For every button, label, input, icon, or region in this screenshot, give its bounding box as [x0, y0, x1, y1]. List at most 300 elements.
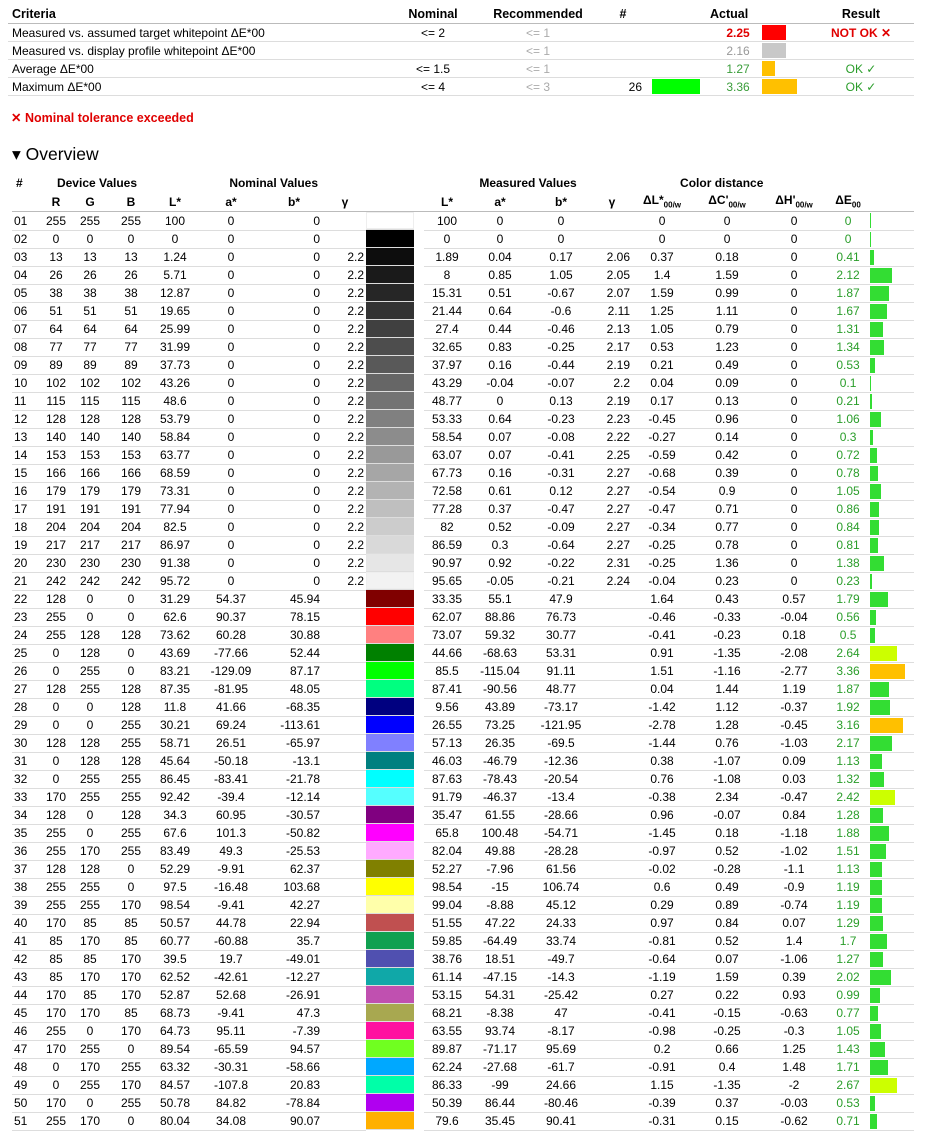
patch-index: 12	[12, 410, 42, 428]
delta-l: -0.41	[632, 626, 692, 644]
delta-e: 1.28	[826, 806, 870, 824]
delta-e-bar	[870, 446, 914, 464]
measured-a: 0.64	[470, 410, 530, 428]
delta-e-bar	[870, 248, 914, 266]
nominal-a: 0	[198, 428, 264, 446]
patch-index: 50	[12, 1094, 42, 1112]
measured-l: 35.47	[424, 806, 470, 824]
measured-l: 27.4	[424, 320, 470, 338]
device-b: 85	[110, 1004, 152, 1022]
measured-a: 100.48	[470, 824, 530, 842]
nominal-b: -68.35	[264, 698, 324, 716]
nominal-gamma: 2.2	[324, 392, 366, 410]
color-swatch	[366, 716, 414, 734]
color-swatch	[366, 770, 414, 788]
color-swatch	[366, 446, 414, 464]
device-b: 0	[110, 878, 152, 896]
patch-index: 19	[12, 536, 42, 554]
nominal-a: 0	[198, 500, 264, 518]
device-r: 128	[42, 410, 70, 428]
delta-e: 1.92	[826, 698, 870, 716]
nominal-a: -107.8	[198, 1076, 264, 1094]
nominal-gamma: 2.2	[324, 338, 366, 356]
delta-h: -0.47	[762, 788, 826, 806]
delta-l: -0.45	[632, 410, 692, 428]
nominal-gamma: 2.2	[324, 428, 366, 446]
delta-c: 1.36	[692, 554, 762, 572]
device-b: 217	[110, 536, 152, 554]
color-swatch	[366, 1076, 414, 1094]
delta-c: -1.35	[692, 1076, 762, 1094]
nominal-l: 83.49	[152, 842, 198, 860]
color-swatch	[366, 320, 414, 338]
delta-l: 1.25	[632, 302, 692, 320]
device-r: 191	[42, 500, 70, 518]
device-r: 255	[42, 1022, 70, 1040]
measured-b: 33.74	[530, 932, 592, 950]
nominal-b: 0	[264, 284, 324, 302]
measured-a: 43.89	[470, 698, 530, 716]
patch-index: 07	[12, 320, 42, 338]
device-g: 255	[70, 788, 110, 806]
criteria-header: Criteria	[8, 5, 388, 24]
delta-e: 0.53	[826, 356, 870, 374]
r-header: R	[42, 192, 70, 212]
delta-h: 0	[762, 212, 826, 231]
delta-e: 0.86	[826, 500, 870, 518]
device-b: 51	[110, 302, 152, 320]
delta-l: -0.98	[632, 1022, 692, 1040]
measured-gamma	[592, 986, 632, 1004]
overview-toggle[interactable]: ▾ Overview	[12, 144, 99, 164]
delta-c: 0.22	[692, 986, 762, 1004]
nominal-b: 0	[264, 410, 324, 428]
measured-gamma	[592, 1022, 632, 1040]
delta-c: -0.23	[692, 626, 762, 644]
delta-c: 0.14	[692, 428, 762, 446]
nominal-a: -9.41	[198, 1004, 264, 1022]
device-g: 0	[70, 806, 110, 824]
measured-l: 95.65	[424, 572, 470, 590]
nominal-l: 12.87	[152, 284, 198, 302]
delta-e: 1.38	[826, 554, 870, 572]
measured-b-header: b*	[530, 192, 592, 212]
delta-c: -0.07	[692, 806, 762, 824]
device-g: 0	[70, 608, 110, 626]
measured-gamma: 2.27	[592, 536, 632, 554]
measured-gamma	[592, 626, 632, 644]
device-b: 170	[110, 950, 152, 968]
nominal-a: 34.08	[198, 1112, 264, 1130]
index-header: #	[16, 175, 23, 190]
delta-e-header: $\Delta E_{00}$	[826, 192, 870, 212]
nominal-b: 45.94	[264, 590, 324, 608]
delta-l: -0.64	[632, 950, 692, 968]
criteria-nominal	[388, 42, 478, 60]
table-row	[12, 878, 914, 896]
device-b: 0	[110, 1040, 152, 1058]
delta-h: 1.19	[762, 680, 826, 698]
device-r: 170	[42, 1040, 70, 1058]
patch-index: 11	[12, 392, 42, 410]
measured-gamma	[592, 788, 632, 806]
measured-gamma	[592, 230, 632, 248]
nominal-a: -16.48	[198, 878, 264, 896]
nominal-a: 69.24	[198, 716, 264, 734]
table-row	[12, 968, 914, 986]
color-swatch	[366, 1040, 414, 1058]
delta-l: -2.78	[632, 716, 692, 734]
measured-b: -0.44	[530, 356, 592, 374]
measured-l: 82	[424, 518, 470, 536]
device-g: 0	[70, 716, 110, 734]
device-r: 128	[42, 590, 70, 608]
nominal-l: 11.8	[152, 698, 198, 716]
delta-l: -1.45	[632, 824, 692, 842]
delta-e: 1.87	[826, 284, 870, 302]
nominal-gamma	[324, 680, 366, 698]
table-row	[12, 842, 914, 860]
color-swatch	[366, 302, 414, 320]
measured-a: -71.17	[470, 1040, 530, 1058]
measured-gamma	[592, 1094, 632, 1112]
nominal-b: 35.7	[264, 932, 324, 950]
measured-gamma	[592, 1058, 632, 1076]
measured-a: -90.56	[470, 680, 530, 698]
measured-a: 0.07	[470, 428, 530, 446]
nominal-a: 0	[198, 554, 264, 572]
device-g: 128	[70, 734, 110, 752]
measured-b: -61.7	[530, 1058, 592, 1076]
measured-gamma	[592, 590, 632, 608]
nominal-a: 95.11	[198, 1022, 264, 1040]
color-swatch	[366, 536, 414, 554]
nominal-a: 0	[198, 248, 264, 266]
criteria-count-swatch	[648, 60, 718, 78]
device-g: 255	[70, 662, 110, 680]
result-header: Result	[808, 5, 914, 24]
nominal-b: 30.88	[264, 626, 324, 644]
delta-c: 0.49	[692, 878, 762, 896]
measured-b: 24.33	[530, 914, 592, 932]
nominal-b: 0	[264, 518, 324, 536]
device-g: 170	[70, 842, 110, 860]
measured-b: -49.7	[530, 950, 592, 968]
device-r: 102	[42, 374, 70, 392]
delta-e-bar	[870, 932, 914, 950]
delta-c: 0	[692, 212, 762, 231]
delta-e-bar	[870, 1112, 914, 1130]
device-r: 255	[42, 842, 70, 860]
device-r: 77	[42, 338, 70, 356]
delta-h: 0	[762, 338, 826, 356]
nominal-a: -9.41	[198, 896, 264, 914]
nominal-l: 31.29	[152, 590, 198, 608]
measured-a: 0.92	[470, 554, 530, 572]
device-b: 170	[110, 986, 152, 1004]
nominal-b: 0	[264, 338, 324, 356]
patch-index: 15	[12, 464, 42, 482]
device-r: 51	[42, 302, 70, 320]
device-g: 170	[70, 1058, 110, 1076]
device-b: 170	[110, 968, 152, 986]
delta-e-bar	[870, 1076, 914, 1094]
delta-c: -0.25	[692, 1022, 762, 1040]
delta-e-bar	[870, 986, 914, 1004]
nominal-gamma: 2.2	[324, 356, 366, 374]
nominal-gamma	[324, 770, 366, 788]
delta-e-bar	[870, 896, 914, 914]
delta-h: 0.18	[762, 626, 826, 644]
measured-gamma	[592, 914, 632, 932]
delta-l: 0.04	[632, 680, 692, 698]
criteria-recommended: <= 3	[478, 78, 598, 96]
delta-h: 0.07	[762, 914, 826, 932]
delta-h: -0.63	[762, 1004, 826, 1022]
delta-e: 0.84	[826, 518, 870, 536]
table-row	[12, 1004, 914, 1022]
delta-e-bar	[870, 1022, 914, 1040]
delta-e-bar	[870, 482, 914, 500]
nominal-l: 60.77	[152, 932, 198, 950]
delta-l: -0.59	[632, 446, 692, 464]
table-row	[12, 284, 914, 302]
nominal-b: 22.94	[264, 914, 324, 932]
delta-l: 1.51	[632, 662, 692, 680]
measured-gamma: 2.19	[592, 392, 632, 410]
delta-e: 2.02	[826, 968, 870, 986]
nominal-a: 0	[198, 338, 264, 356]
measured-l: 48.77	[424, 392, 470, 410]
delta-c: 0.66	[692, 1040, 762, 1058]
delta-e-bar	[870, 374, 914, 392]
nominal-b: -30.57	[264, 806, 324, 824]
table-row	[12, 1112, 914, 1130]
delta-l: 0.96	[632, 806, 692, 824]
table-row	[12, 554, 914, 572]
delta-h: -0.74	[762, 896, 826, 914]
delta-h: -0.45	[762, 716, 826, 734]
measured-gamma	[592, 734, 632, 752]
device-b: 0	[110, 608, 152, 626]
delta-e: 1.19	[826, 896, 870, 914]
nominal-gamma: 2.2	[324, 320, 366, 338]
g-header: G	[70, 192, 110, 212]
criteria-count-swatch	[648, 78, 718, 96]
delta-l: 1.05	[632, 320, 692, 338]
nominal-a: 0	[198, 284, 264, 302]
tolerance-message: ✕ Nominal tolerance exceeded	[11, 111, 194, 125]
measured-b: -80.46	[530, 1094, 592, 1112]
device-values-header: Device Values	[56, 175, 138, 190]
nominal-l: 87.35	[152, 680, 198, 698]
measured-gamma	[592, 968, 632, 986]
color-swatch	[366, 680, 414, 698]
nominal-l: 48.6	[152, 392, 198, 410]
delta-c: -0.33	[692, 608, 762, 626]
delta-e-bar	[870, 626, 914, 644]
measured-l: 72.58	[424, 482, 470, 500]
device-b: 0	[110, 662, 152, 680]
criteria-count: 26	[598, 78, 648, 96]
nominal-a: -65.59	[198, 1040, 264, 1058]
delta-e: 1.43	[826, 1040, 870, 1058]
nominal-l: 86.97	[152, 536, 198, 554]
patch-index: 39	[12, 896, 42, 914]
nominal-gamma	[324, 698, 366, 716]
nominal-a: 41.66	[198, 698, 264, 716]
table-row	[12, 824, 914, 842]
nominal-b: -12.27	[264, 968, 324, 986]
table-row	[12, 464, 914, 482]
device-r: 38	[42, 284, 70, 302]
measured-l: 99.04	[424, 896, 470, 914]
measured-a: 0	[470, 212, 530, 231]
measured-a: -0.05	[470, 572, 530, 590]
delta-c: -1.35	[692, 644, 762, 662]
criteria-table	[8, 5, 914, 96]
nominal-b: 0	[264, 500, 324, 518]
device-g: 0	[70, 590, 110, 608]
measured-gamma	[592, 878, 632, 896]
delta-e-bar	[870, 1004, 914, 1022]
delta-l: 0.38	[632, 752, 692, 770]
delta-e: 0.56	[826, 608, 870, 626]
measured-a: 86.44	[470, 1094, 530, 1112]
measured-l: 62.24	[424, 1058, 470, 1076]
delta-e-bar	[870, 410, 914, 428]
delta-e: 0.23	[826, 572, 870, 590]
measured-l: 73.07	[424, 626, 470, 644]
nominal-l: 92.42	[152, 788, 198, 806]
device-g: 170	[70, 1112, 110, 1130]
nominal-a: 26.51	[198, 734, 264, 752]
device-r: 255	[42, 626, 70, 644]
delta-c: 0.84	[692, 914, 762, 932]
table-row	[12, 752, 914, 770]
nominal-a: 49.3	[198, 842, 264, 860]
measured-gamma: 2.23	[592, 410, 632, 428]
color-swatch	[366, 500, 414, 518]
device-r: 13	[42, 248, 70, 266]
measured-a: 0	[470, 392, 530, 410]
delta-e: 1.05	[826, 1022, 870, 1040]
measured-b: -0.31	[530, 464, 592, 482]
patch-index: 09	[12, 356, 42, 374]
nominal-l: 86.45	[152, 770, 198, 788]
measured-gamma: 2.22	[592, 428, 632, 446]
nominal-a: 0	[198, 572, 264, 590]
device-r: 0	[42, 662, 70, 680]
table-row	[12, 986, 914, 1004]
measured-b: 53.31	[530, 644, 592, 662]
measured-l: 77.28	[424, 500, 470, 518]
device-b: 13	[110, 248, 152, 266]
delta-e-bar	[870, 212, 914, 231]
delta-h: -1.1	[762, 860, 826, 878]
table-row	[12, 500, 914, 518]
device-r: 0	[42, 1058, 70, 1076]
device-r: 0	[42, 770, 70, 788]
measured-l: 15.31	[424, 284, 470, 302]
nominal-gamma: 2.2	[324, 464, 366, 482]
patch-index: 02	[12, 230, 42, 248]
nominal-b: -78.84	[264, 1094, 324, 1112]
color-swatch	[366, 698, 414, 716]
nominal-a: 101.3	[198, 824, 264, 842]
device-g: 0	[70, 1094, 110, 1112]
device-g: 170	[70, 968, 110, 986]
measured-values-header: Measured Values	[479, 175, 577, 190]
delta-h: 0.09	[762, 752, 826, 770]
measured-a: -27.68	[470, 1058, 530, 1076]
delta-h: 0	[762, 554, 826, 572]
nominal-a: 0	[198, 356, 264, 374]
criteria-actual-swatch	[758, 78, 808, 96]
criteria-label: Measured vs. assumed target whitepoint ΔE*00	[8, 24, 388, 42]
measured-b: -0.08	[530, 428, 592, 446]
device-b: 255	[110, 770, 152, 788]
measured-a: -115.04	[470, 662, 530, 680]
nominal-gamma	[324, 626, 366, 644]
delta-e: 0.71	[826, 1112, 870, 1130]
color-swatch	[366, 626, 414, 644]
color-swatch	[366, 284, 414, 302]
nominal-b: 0	[264, 356, 324, 374]
delta-e-bar	[870, 752, 914, 770]
color-swatch	[366, 266, 414, 284]
measured-a: 0.3	[470, 536, 530, 554]
measured-a: 0.85	[470, 266, 530, 284]
delta-h: 0.39	[762, 968, 826, 986]
table-row	[12, 914, 914, 932]
delta-c: 0.37	[692, 1094, 762, 1112]
delta-h: 0	[762, 446, 826, 464]
device-b: 38	[110, 284, 152, 302]
device-g: 128	[70, 626, 110, 644]
delta-c: 0.18	[692, 248, 762, 266]
device-r: 170	[42, 914, 70, 932]
delta-h: -0.04	[762, 608, 826, 626]
criteria-row	[8, 78, 914, 96]
criteria-row	[8, 42, 914, 60]
device-b: 128	[110, 806, 152, 824]
measured-l: 8	[424, 266, 470, 284]
color-swatch	[366, 1022, 414, 1040]
patch-index: 36	[12, 842, 42, 860]
device-g: 255	[70, 770, 110, 788]
measured-a: 88.86	[470, 608, 530, 626]
measured-b: -54.71	[530, 824, 592, 842]
measured-b: 0	[530, 212, 592, 231]
nominal-l: 91.38	[152, 554, 198, 572]
nominal-values-header: Nominal Values	[229, 175, 319, 190]
measured-b: -121.95	[530, 716, 592, 734]
measured-l: 89.87	[424, 1040, 470, 1058]
nominal-l: 30.21	[152, 716, 198, 734]
nominal-a: 90.37	[198, 608, 264, 626]
nominal-header: Nominal	[388, 5, 478, 24]
measured-b: 95.69	[530, 1040, 592, 1058]
device-r: 230	[42, 554, 70, 572]
nominal-a: -81.95	[198, 680, 264, 698]
nominal-a: 0	[198, 374, 264, 392]
nominal-l: 68.59	[152, 464, 198, 482]
nominal-b: 0	[264, 446, 324, 464]
delta-e-bar	[870, 302, 914, 320]
delta-e: 1.27	[826, 950, 870, 968]
device-b: 255	[110, 788, 152, 806]
